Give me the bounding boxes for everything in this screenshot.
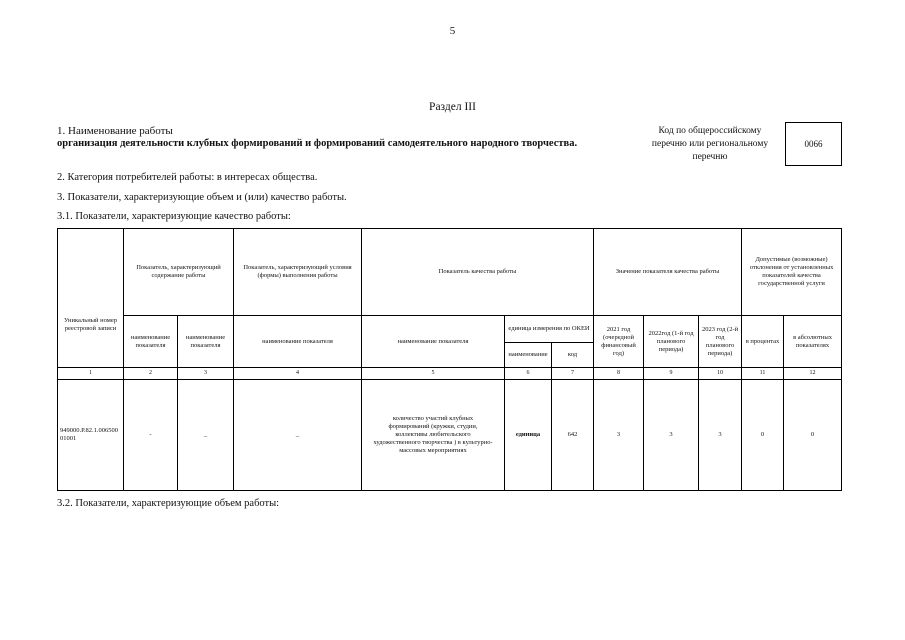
section-title: Раздел III: [429, 101, 476, 113]
cell-value-2023: 3: [699, 380, 742, 491]
registry-code-value: 0066: [804, 139, 823, 149]
registry-code-box: [785, 122, 842, 166]
subheader-okei-name: наименование: [505, 343, 552, 368]
column-number: 9: [644, 368, 699, 380]
header-deviation: Допустимые (возможные) отклонения от установленных показателей качества государственной услуги: [742, 229, 842, 316]
work-name-label: 1. Наименование работы: [57, 125, 173, 137]
subheader-year-2021: 2021 год (очередной финансовый год): [594, 316, 644, 368]
header-quality-indicator: Показатель качества работы: [362, 229, 594, 316]
cell-value-2022: 3: [644, 380, 699, 491]
cell-content-1: -: [124, 380, 178, 491]
subheader-absolute: в абсолютных показателях: [784, 316, 842, 368]
header-quality-values: Значение показателя качества работы: [594, 229, 742, 316]
subheader-year-2022: 2022год (1-й год планового периода): [644, 316, 699, 368]
column-number: 6: [505, 368, 552, 380]
column-number: 2: [124, 368, 178, 380]
header-content: Показатель, характеризующий содержание работы: [124, 229, 234, 316]
volume-indicators-heading: 3.2. Показатели, характеризующие объем работы:: [57, 498, 280, 509]
cell-indicator-name: количество участий клубных формирований (кружки, студии, коллективы любительского художественного творчества ) в культурно-массовых мероприятиях: [362, 380, 505, 491]
header-registry: Уникальный номер реестровой записи: [58, 229, 124, 368]
subheader-quality-name: наименование показателя: [362, 316, 505, 368]
header-conditions: Показатель, характеризующий условия (формы) выполнения работы: [234, 229, 362, 316]
cell-value-2021: 3: [594, 380, 644, 491]
column-number: 10: [699, 368, 742, 380]
cell-registry-number: 949000.Р.82.1.00650001001: [58, 380, 124, 491]
subheader-conditions-name: наименование показателя: [234, 316, 362, 368]
indicators-heading: 3. Показатели, характеризующие объем и (или) качество работы.: [57, 192, 347, 203]
table-row: [58, 380, 842, 491]
cell-conditions: _: [234, 380, 362, 491]
registry-code-label: Код по общероссийскому перечню или региональному перечню: [651, 126, 769, 162]
subheader-content-name-2: наименование показателя: [178, 316, 234, 368]
quality-indicators-table: [57, 228, 842, 491]
column-number: 3: [178, 368, 234, 380]
column-number: 11: [742, 368, 784, 380]
cell-deviation-absolute: 0: [784, 380, 842, 491]
cell-content-2: _: [178, 380, 234, 491]
column-number: 4: [234, 368, 362, 380]
column-number: 8: [594, 368, 644, 380]
column-number: 5: [362, 368, 505, 380]
subheader-okei: единица измерения по ОКЕИ: [505, 316, 594, 343]
subheader-content-name-1: наименование показателя: [124, 316, 178, 368]
subheader-percent: в процентах: [742, 316, 784, 368]
consumer-category: 2. Категория потребителей работы: в интересах общества.: [57, 172, 318, 183]
cell-unit-code: 642: [552, 380, 594, 491]
column-number: 1: [58, 368, 124, 380]
cell-unit-name: единица: [505, 380, 552, 491]
quality-indicators-heading: 3.1. Показатели, характеризующие качество работы:: [57, 211, 291, 222]
subheader-okei-code: код: [552, 343, 594, 368]
page-number: 5: [449, 25, 456, 37]
work-name-value: организация деятельности клубных формирований и формирований самодеятельного народного творчества.: [57, 138, 578, 149]
column-number: 7: [552, 368, 594, 380]
cell-deviation-percent: 0: [742, 380, 784, 491]
column-number: 12: [784, 368, 842, 380]
subheader-year-2023: 2023 год (2-й год планового периода): [699, 316, 742, 368]
